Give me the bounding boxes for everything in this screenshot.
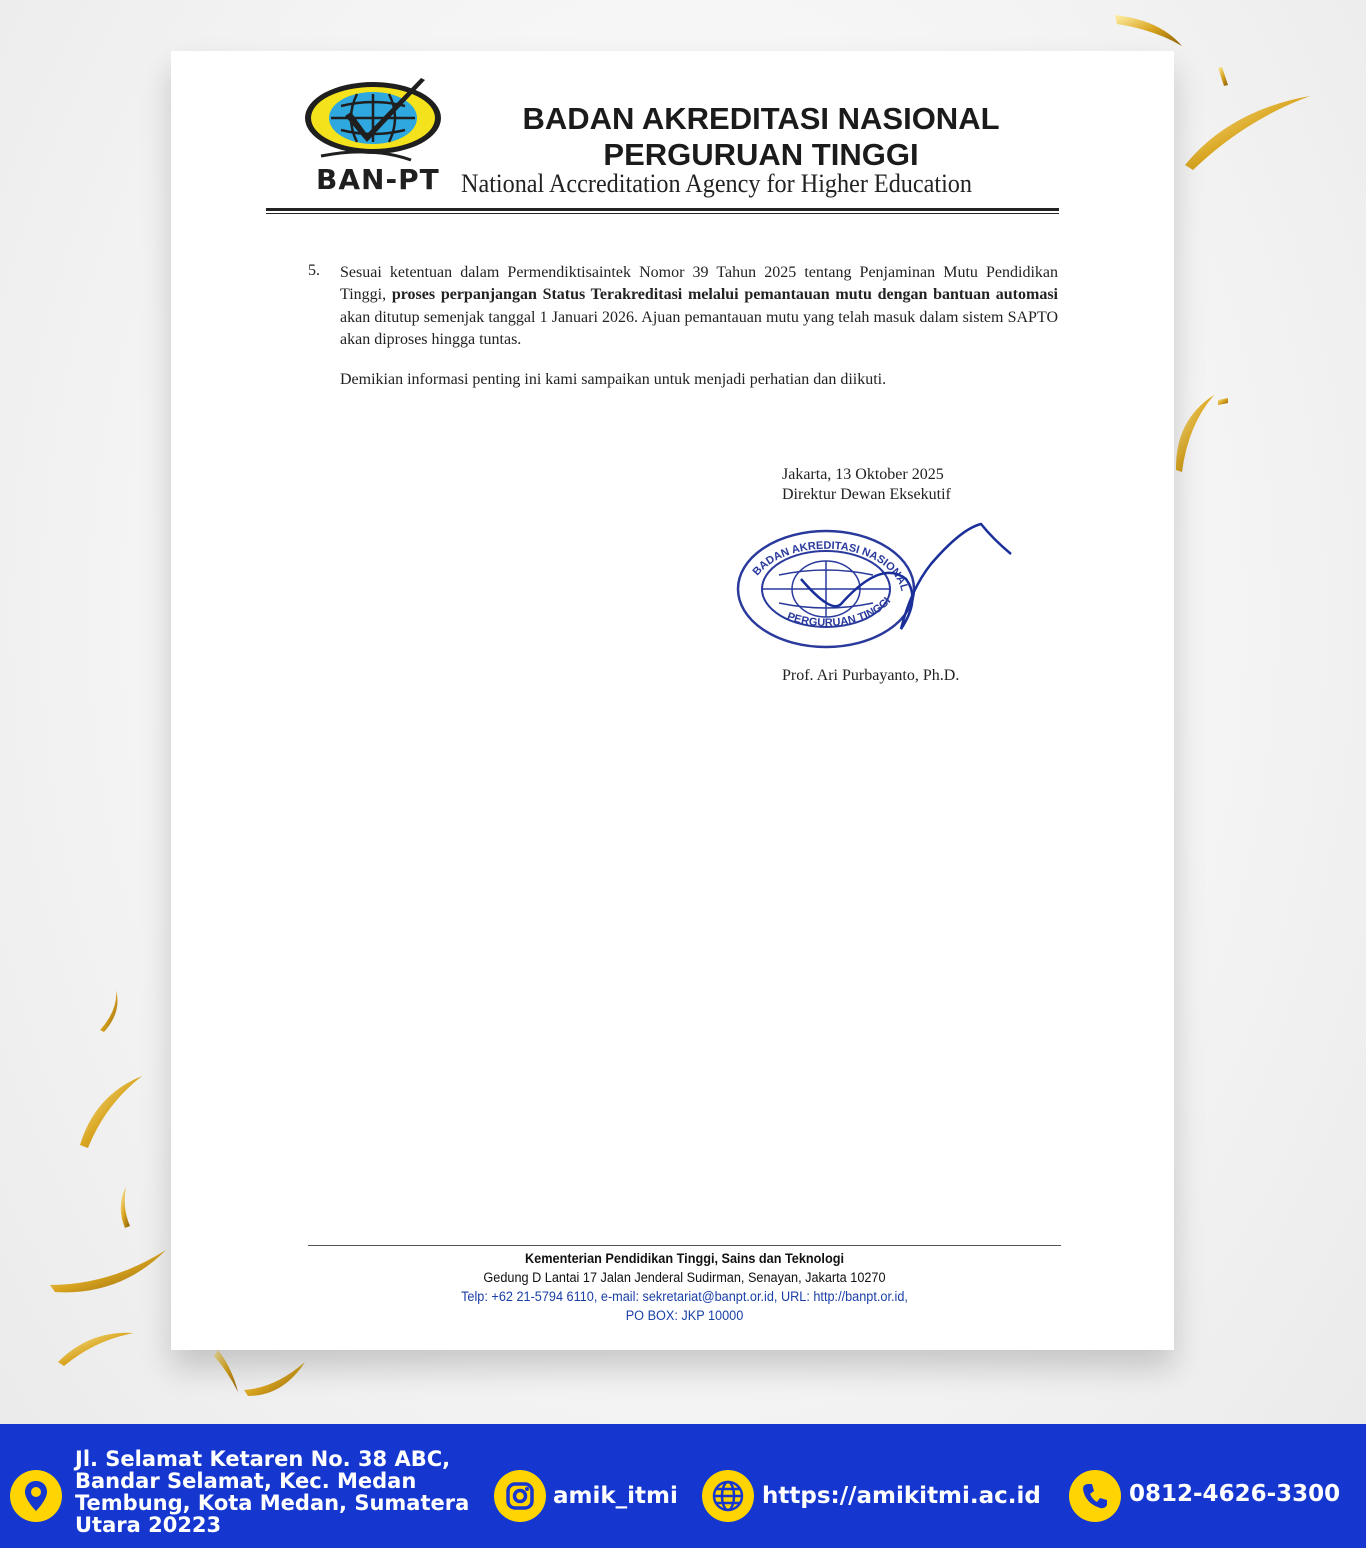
letter-page	[171, 51, 1174, 1350]
letterhead-divider-thin	[266, 213, 1059, 214]
signature-place-date: Jakarta, 13 Oktober 2025	[782, 466, 944, 483]
stamp-bottom-text: PERGURUAN TINGGI	[785, 595, 894, 630]
footer-line4: PO BOX: JKP 10000	[625, 1308, 744, 1323]
item-text-bold: proses perpanjangan Status Terakreditasi melalui pemantauan mutu dengan bantuan automasi	[391, 286, 1058, 304]
phone-number[interactable]: 0812-4626-3300	[1129, 1481, 1341, 1507]
footer-line3: Telp: +62 21-5794 6110, e-mail: sekretariat@banpt.or.id, URL: http://banpt.or.id,	[461, 1289, 908, 1304]
contact-bar	[0, 1424, 1366, 1548]
letterhead-title-line2: PERGURUAN TINGGI	[603, 137, 919, 172]
closing-paragraph: Demikian informasi penting ini kami sampaikan untuk menjadi perhatian dan diikuti.	[340, 371, 887, 388]
instagram-handle[interactable]: amik_itmi	[553, 1483, 678, 1509]
letterhead-divider	[266, 208, 1059, 211]
official-stamp-and-signature	[731, 519, 1021, 654]
location-pin-icon	[10, 1470, 62, 1522]
footer-line1: Kementerian Pendidikan Tinggi, Sains dan Teknologi	[525, 1251, 844, 1266]
item-paragraph	[340, 262, 1058, 351]
address-text: Jl. Selamat Ketaren No. 38 ABC, Bandar Selamat, Kec. Medan Tembung, Kota Medan, Sumatera Utara 20223	[75, 1447, 470, 1537]
letterhead-title-line1: BADAN AKREDITASI NASIONAL	[522, 101, 1000, 136]
footer-divider	[308, 1245, 1061, 1246]
logo-text: BAN-PT	[316, 163, 440, 196]
item-text-part1: Sesuai ketentuan dalam Permendiktisaintek Nomor 39 Tahun 2025 tentang Penjaminan Mutu Pendidikan Tinggi,	[340, 264, 1058, 304]
instagram-icon[interactable]	[494, 1470, 546, 1522]
phone-icon	[1069, 1470, 1121, 1522]
letterhead-subtitle: National Accreditation Agency for Higher Education	[461, 169, 972, 198]
website-link[interactable]: https://amikitmi.ac.id	[762, 1483, 1041, 1509]
stamp-top-text: BADAN AKREDITASI NASIONAL	[750, 539, 911, 593]
signature-role: Direktur Dewan Eksekutif	[782, 486, 951, 503]
item-text-part2: akan ditutup semenjak tanggal 1 Januari 2026. Ajuan pemantauan mutu yang telah masuk dalam sistem SAPTO akan diproses hingga tuntas.	[340, 308, 1058, 348]
globe-icon	[702, 1470, 754, 1522]
item-number: 5.	[308, 262, 320, 279]
signatory-name: Prof. Ari Purbayanto, Ph.D.	[782, 667, 960, 684]
footer-line2: Gedung D Lantai 17 Jalan Jenderal Sudirman, Senayan, Jakarta 10270	[483, 1270, 886, 1285]
